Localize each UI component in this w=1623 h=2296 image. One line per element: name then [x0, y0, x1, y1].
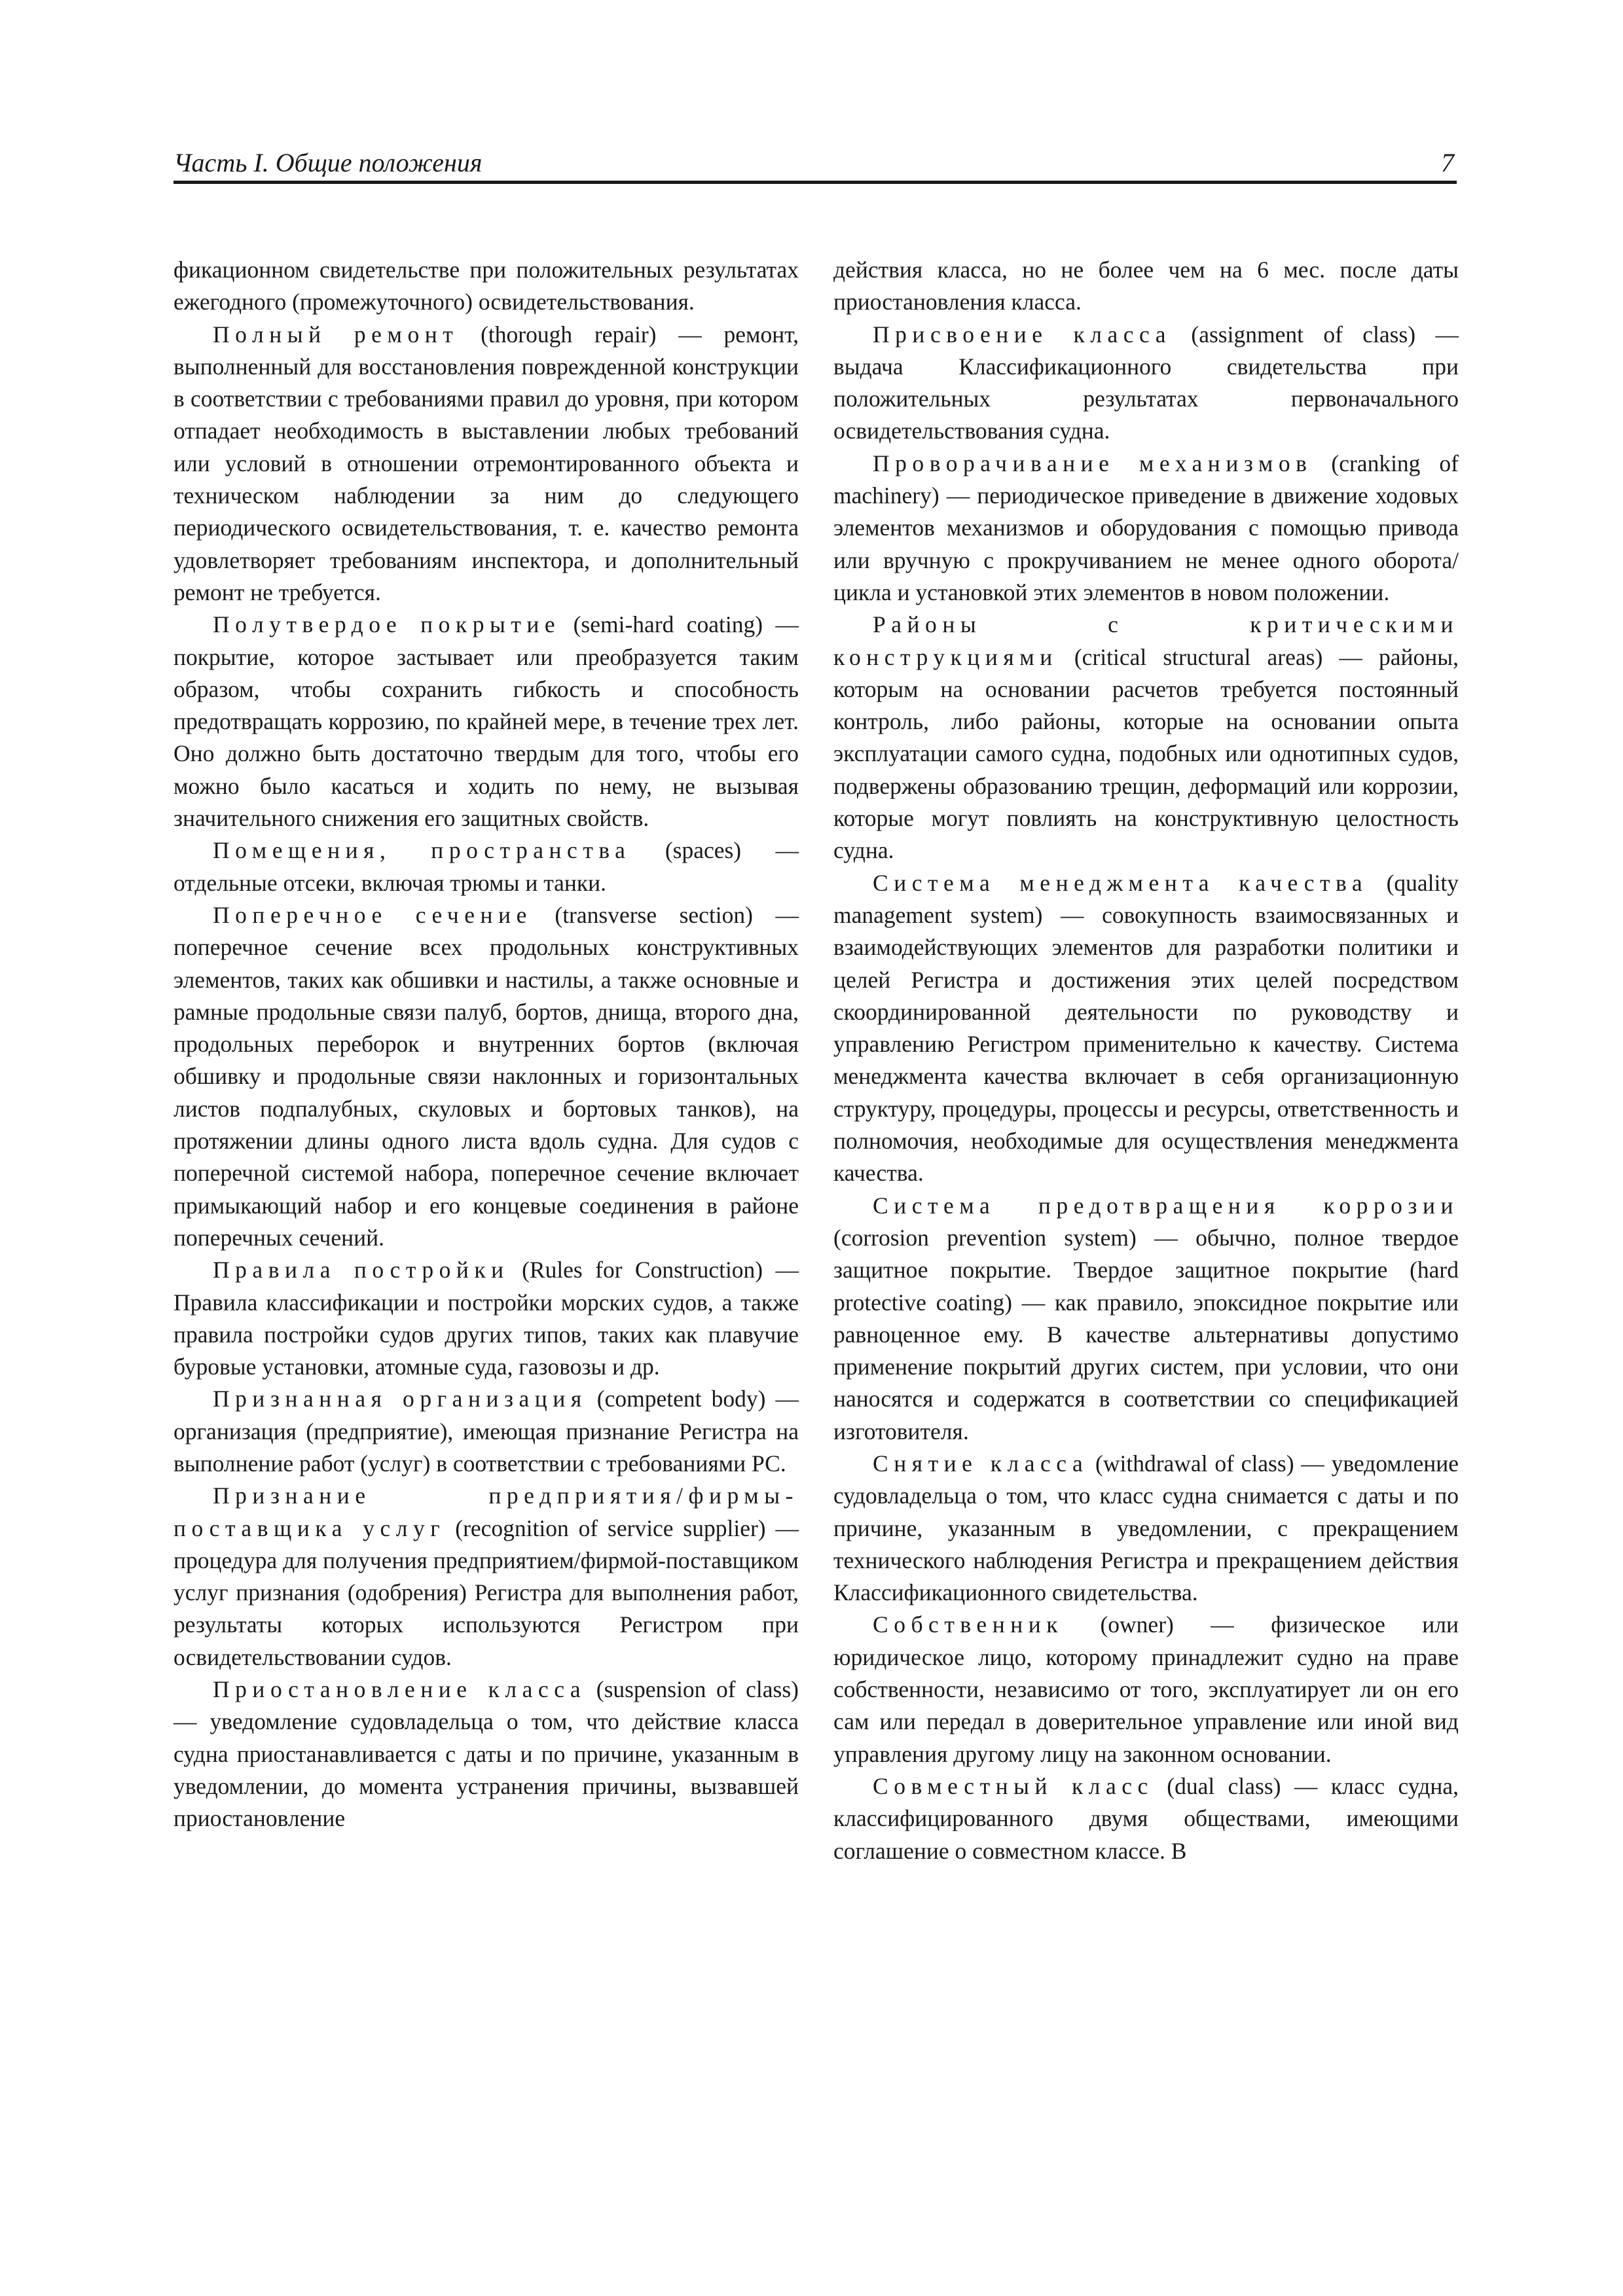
term: Помещения, пространства	[213, 837, 631, 864]
definition-paragraph	[173, 609, 799, 834]
section-title: Часть I. Общие положения	[173, 148, 483, 177]
left-column	[173, 254, 799, 1835]
definition-paragraph	[173, 1383, 799, 1480]
term: Признание предприятия/фирмы-поставщика услуг	[173, 1482, 799, 1541]
definition-text: (corrosion prevention system) — обычно, полное твердое защитное покрытие. Твердое защитное покрытие (hard protective coating) — как правило, эпоксидное покрытие или равноценное ему. В качестве альтернативы допустимо применение покрытий других систем, при условии, что они наносятся и содержатся в соответствии со спецификацией изготовителя.	[833, 1224, 1459, 1444]
definition-text: действия класса, но не более чем на 6 мес. после даты приостановления класса.	[833, 257, 1459, 315]
term: Полутвердое покрытие	[213, 611, 561, 638]
term: Признанная организация	[213, 1386, 587, 1412]
right-column	[833, 254, 1459, 1867]
definition-text: (transverse section) — поперечное сечение всех продольных конструктивных элементов, таких как обшивки и настилы, а также основные и рамные продольные связи палуб, бортов, днища, второго дна, продольных переборок и внутренних бортов (включая обшивку и продольные связи наклонных и горизонтальных листов подпалубных, скуловых и бортовых танков), на протяжении длины одного листа вдоль судна. Для судов с поперечной системой набора, поперечное сечение включает примыкающий набор и его концевые соединения в районе поперечных сечений.	[173, 901, 799, 1251]
definition-paragraph	[833, 1609, 1459, 1770]
definition-paragraph	[833, 1770, 1459, 1867]
definition-text: (critical structural areas) — районы, которым на основании расчетов требуется постоянный контроль, либо районы, которые на основании опыта эксплуатации самого судна, подобных или однотипных судов, подвержены образованию трещин, деформаций или коррозии, которые могут повлиять на конструктивную целостность судна.	[833, 643, 1459, 864]
definition-text: (quality management system) — совокупность взаимосвязанных и взаимодействующих элементов для разработки политики и целей Регистра и достижения этих целей посредством скоординированной деятельности по руководству и управлению Регистром применительно к качеству. Система менеджмента качества включает в себя организационную структуру, процедуры, процессы и ресурсы, ответственность и полномочия, необходимые для осуществления менеджмента качества.	[833, 869, 1459, 1187]
definition-text: (suspension of class) — уведомление судовладельца о том, что действие класса судна приостанавливается с даты и по причине, указанным в уведомлении, до момента устранения причины, вызвавшей приостановление	[173, 1676, 799, 1832]
term: Полный ремонт	[213, 321, 459, 348]
paragraph	[173, 254, 799, 319]
term: Собственник	[873, 1611, 1064, 1638]
definition-text: фикационном свидетельстве при положительных результатах ежегодного (промежуточного) освидетельствования.	[173, 257, 799, 315]
definition-paragraph	[833, 609, 1459, 867]
definition-text: (cranking of machinery) — периодическое приведение в движение ходовых элементов механизмов и оборудования с помощью привода или вручную с прокручиванием не менее одного оборота/цикла и установкой этих элементов в новом положении.	[833, 450, 1459, 605]
definition-text: (dual class) — класс судна, классифицированного двумя обществами, имеющими соглашение о совместном классе. В	[833, 1772, 1459, 1864]
page-number: 7	[1441, 148, 1454, 177]
definition-paragraph	[833, 1190, 1459, 1448]
term: Районы с критическими конструкциями	[833, 611, 1459, 670]
running-header	[173, 145, 1457, 184]
term: Присвоение класса	[873, 321, 1171, 348]
definition-paragraph	[833, 1448, 1459, 1609]
term: Правила постройки	[213, 1257, 509, 1283]
definition-paragraph	[173, 1674, 799, 1835]
term: Снятие класса	[873, 1450, 1089, 1477]
definition-paragraph	[173, 1480, 799, 1674]
definition-text: (competent body) — организация (предприятие), имеющая признание Регистра на выполнение работ (услуг) в соответствии с требованиями РС.	[173, 1386, 799, 1477]
definition-paragraph	[833, 319, 1459, 448]
definition-text: (spaces) — отдельные отсеки, включая трюмы и танки.	[173, 837, 799, 896]
definition-paragraph	[173, 899, 799, 1254]
term: Поперечное сечение	[213, 901, 532, 928]
definition-paragraph	[833, 448, 1459, 609]
definition-paragraph	[833, 867, 1459, 1190]
definition-text: (withdrawal of class) — уведомление судовладельца о том, что класс судна снимается с даты и по причине, указанным в уведомлении, с прекращением технического наблюдения Регистра и прекращением действия Классификационного свидетельства.	[833, 1450, 1459, 1606]
definition-text: (recognition of service supplier) — процедура для получения предприятием/фирмой-поставщиком услуг признания (одобрения) Регистра для выполнения работ, результаты которых используются Регистром при освидетельствовании судов.	[173, 1515, 799, 1670]
term: Приостановление класса	[213, 1676, 587, 1703]
definition-text: (owner) — физическое или юридическое лицо, которому принадлежит судно на праве собственности, независимо от того, эксплуатирует ли он его сам или передал в доверительное управление или иной вид управления другому лицу на законном основании.	[833, 1611, 1459, 1767]
definition-text: (semi-hard coating) — покрытие, которое застывает или преобразуется таким образом, чтобы сохранить гибкость и способность предотвращать коррозию, по крайней мере, в течение трех лет. Оно должно быть достаточно твердым для того, чтобы его можно было касаться и ходить по нему, не вызывая значительного снижения его защитных свойств.	[173, 611, 799, 832]
term: Совместный класс	[873, 1772, 1154, 1799]
definition-paragraph	[173, 319, 799, 609]
definition-text: (Rules for Construction) — Правила классификации и постройки морских судов, а также правила постройки судов других типов, таких как плавучие буровые установки, атомные суда, газовозы и др.	[173, 1257, 799, 1380]
definition-paragraph	[173, 1254, 799, 1383]
term: Проворачивание механизмов	[873, 450, 1313, 476]
definition-text: (assignment of class) — выдача Классификационного свидетельства при положительных результатах первоначального освидетельствования судна.	[833, 321, 1459, 444]
definition-paragraph	[173, 834, 799, 899]
term: Система менеджмента качества	[873, 869, 1368, 896]
paragraph	[833, 254, 1459, 319]
term: Система предотвращения коррозии	[873, 1192, 1459, 1219]
definition-text: (thorough repair) — ремонт, выполненный для восстановления поврежденной конструкции в соответствии с требованиями правил до уровня, при котором отпадает необходимость в выставлении любых требований или условий в отношении отремонтированного объекта и техническом наблюдении за ним до следующего периодического освидетельствования, т. е. качество ремонта удовлетворяет требованиям инспектора, и дополнительный ремонт не требуется.	[173, 321, 799, 605]
